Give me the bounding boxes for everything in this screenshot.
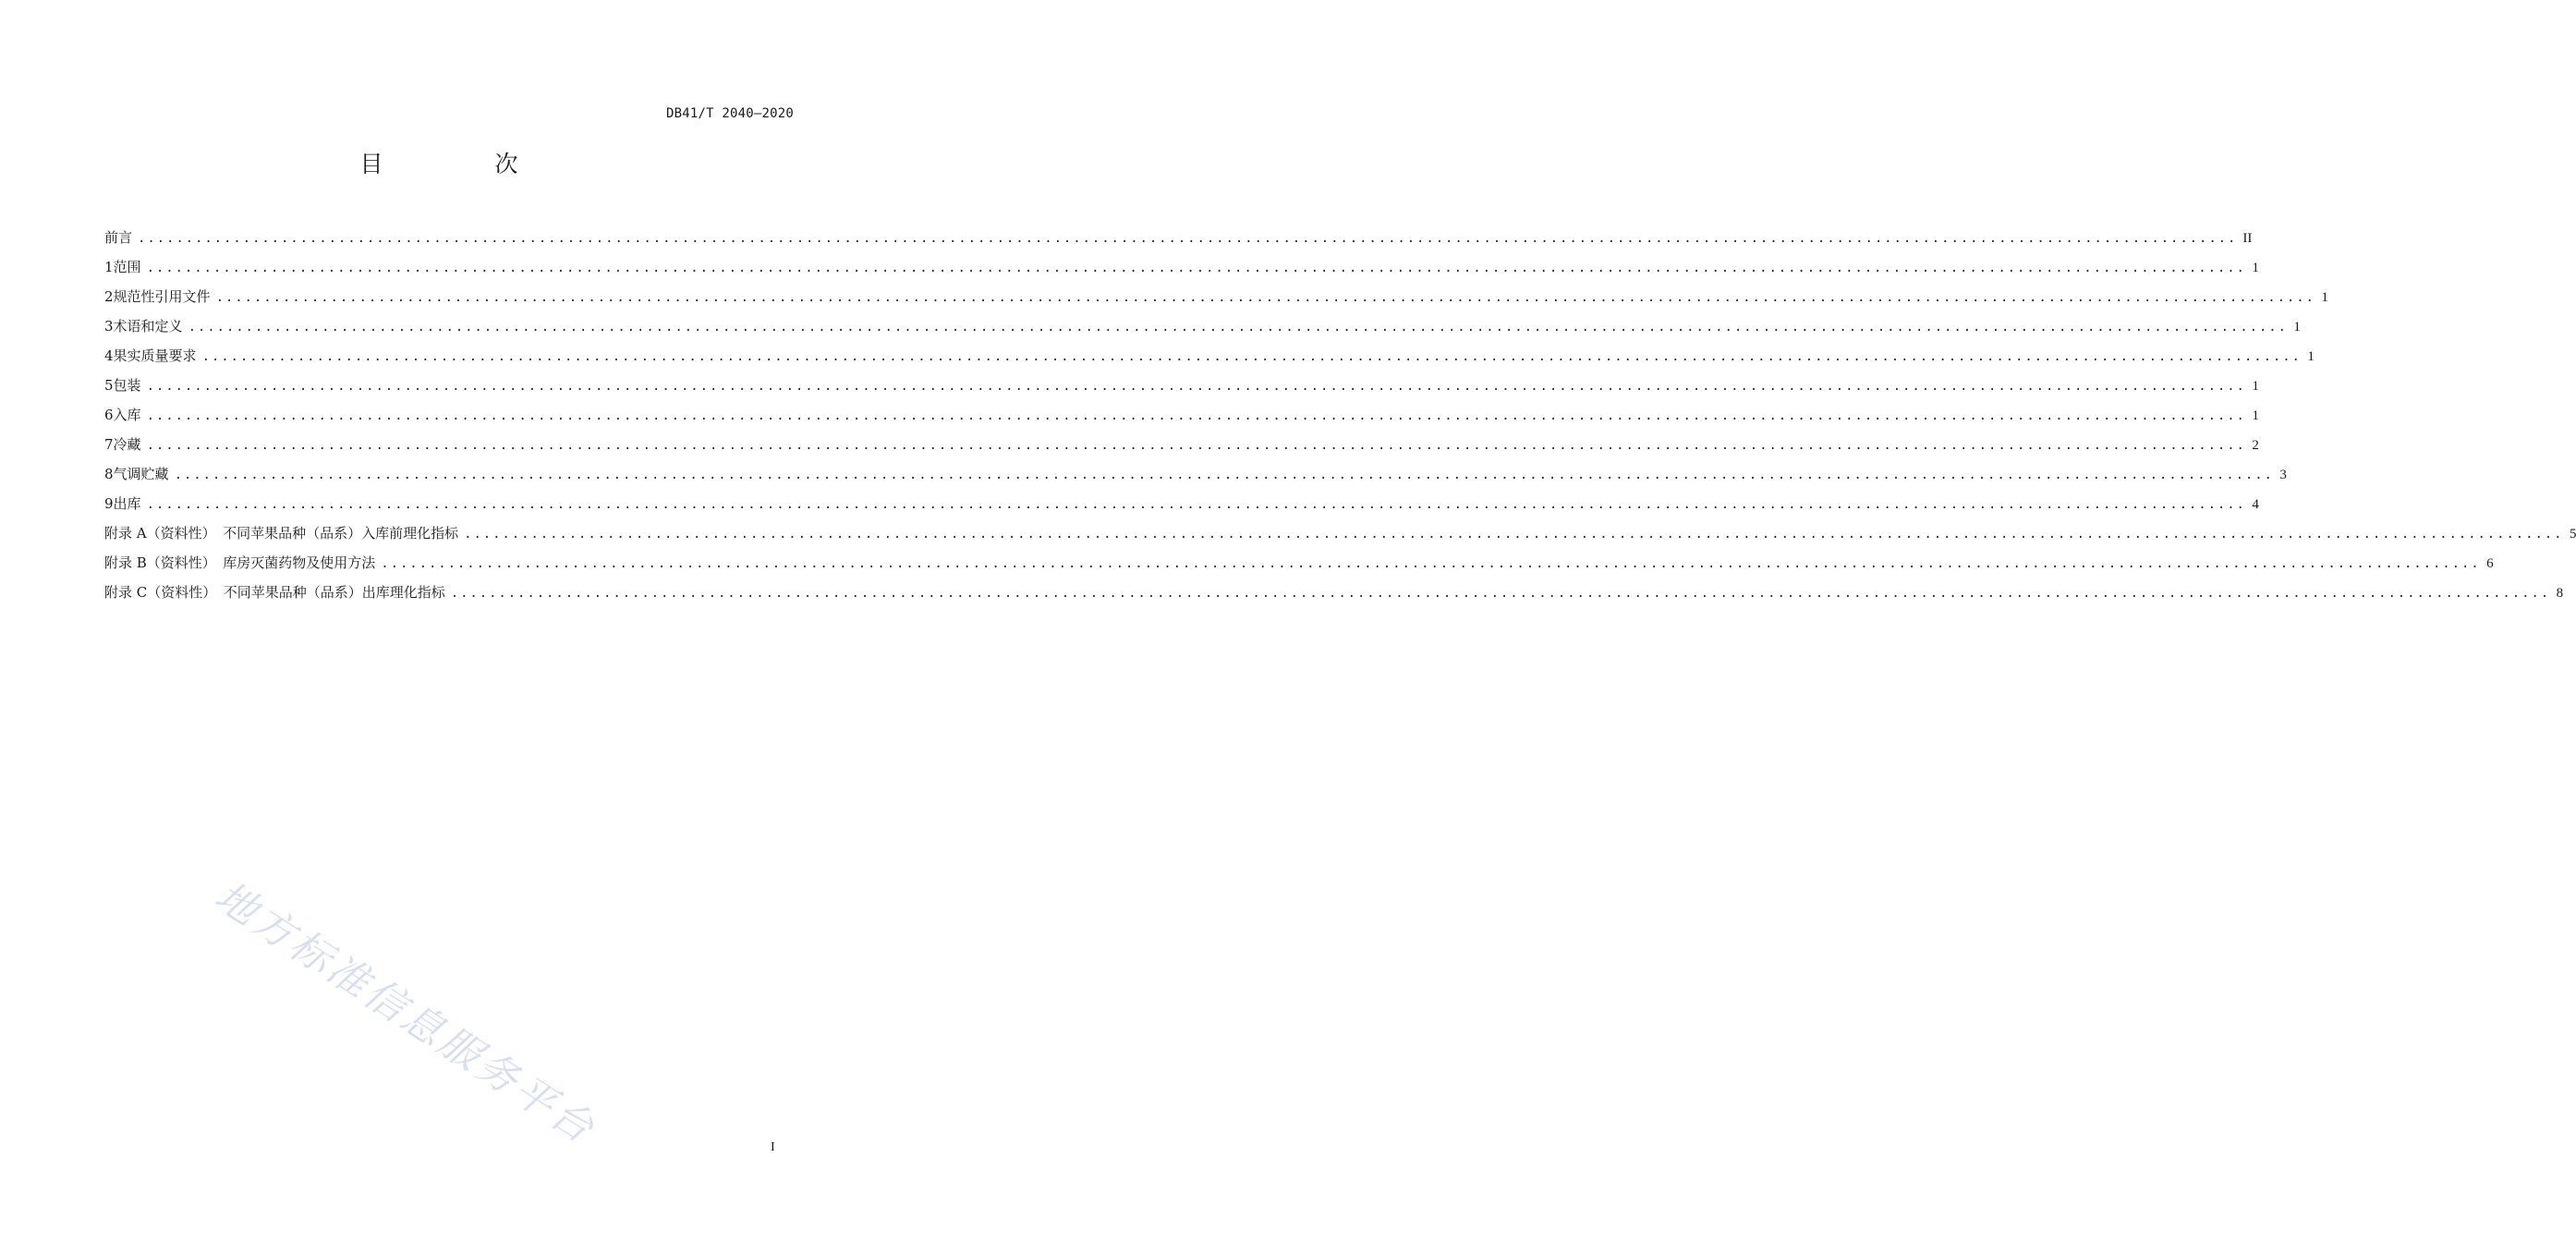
toc-entry-number: 3 bbox=[104, 318, 114, 335]
toc-entry-number: 1 bbox=[104, 259, 114, 275]
toc-entry-number: 9 bbox=[104, 495, 114, 512]
toc-entry[interactable] bbox=[104, 550, 2494, 579]
toc-entry[interactable] bbox=[104, 343, 2315, 372]
toc-entry-label: 附录 B（资料性） 库房灭菌药物及使用方法 bbox=[104, 554, 376, 571]
toc-entry-label: 包装 bbox=[113, 377, 141, 394]
toc-leader-dots: ............................................................................................................................................................................................................................ bbox=[146, 261, 2246, 275]
toc-entry-label: 规范性引用文件 bbox=[113, 288, 211, 305]
toc-entry[interactable] bbox=[104, 491, 2259, 520]
toc-entry-page: II bbox=[2242, 231, 2253, 246]
toc-entry-page: 1 bbox=[2293, 320, 2301, 335]
toc-entry-label: 术语和定义 bbox=[113, 318, 183, 335]
toc-entry-label: 前言 bbox=[104, 229, 133, 246]
toc-entry-page: 6 bbox=[2486, 556, 2494, 571]
toc-leader-dots: ............................................................................................................................................................................................................................ bbox=[146, 497, 2246, 512]
toc-entry-page: 2 bbox=[2252, 438, 2259, 453]
toc-entry-label: 附录 C（资料性） 不同苹果品种（品系）出库理化指标 bbox=[104, 584, 445, 601]
toc-entry-number: 8 bbox=[104, 466, 114, 482]
page-number: I bbox=[771, 1140, 775, 1154]
toc-leader-dots: ............................................................................................................................................................................................................................ bbox=[146, 408, 2246, 423]
toc-entry[interactable] bbox=[104, 461, 2287, 491]
toc-entry[interactable] bbox=[104, 225, 2253, 254]
toc-entry-page: 4 bbox=[2252, 497, 2259, 512]
toc-entry-label: 出库 bbox=[113, 495, 141, 512]
toc-entry-number: 7 bbox=[104, 436, 114, 453]
toc-entry[interactable] bbox=[104, 313, 2301, 343]
toc-leader-dots: ............................................................................................................................................................................................................................ bbox=[138, 231, 2238, 246]
toc-entry-page: 3 bbox=[2279, 468, 2287, 482]
toc-entry[interactable] bbox=[104, 372, 2259, 402]
toc-leader-dots: ............................................................................................................................................................................................................................ bbox=[381, 556, 2481, 571]
toc-leader-dots: ............................................................................................................................................................................................................................ bbox=[174, 468, 2274, 482]
standard-code: DB41/T 2040—2020 bbox=[665, 106, 794, 121]
toc-entry-label: 范围 bbox=[113, 259, 141, 275]
toc-entry-label: 入库 bbox=[113, 407, 141, 423]
toc-entry-label: 果实质量要求 bbox=[113, 347, 197, 364]
toc-leader-dots: ............................................................................................................................................................................................................................ bbox=[215, 290, 2315, 305]
toc-entry[interactable] bbox=[104, 432, 2259, 461]
toc-entry[interactable] bbox=[104, 402, 2259, 432]
table-of-contents bbox=[104, 225, 2576, 609]
toc-entry-page: 1 bbox=[2252, 379, 2259, 394]
toc-entry-number: 2 bbox=[104, 288, 114, 305]
toc-entry[interactable] bbox=[104, 254, 2259, 284]
toc-entry-page: 1 bbox=[2307, 349, 2315, 364]
toc-leader-dots: ............................................................................................................................................................................................................................ bbox=[450, 586, 2551, 601]
toc-entry-number: 5 bbox=[104, 377, 114, 394]
toc-leader-dots: ............................................................................................................................................................................................................................ bbox=[146, 438, 2246, 453]
toc-entry[interactable] bbox=[104, 520, 2576, 550]
page-title: 目 次 bbox=[359, 151, 563, 177]
watermark: 地方标准信息服务平台 bbox=[206, 872, 604, 1154]
toc-entry-page: 5 bbox=[2569, 527, 2576, 542]
toc-entry-label: 冷藏 bbox=[113, 436, 141, 453]
toc-entry-number: 6 bbox=[104, 407, 114, 423]
toc-entry[interactable] bbox=[104, 284, 2328, 313]
toc-entry[interactable] bbox=[104, 579, 2564, 609]
toc-entry-label: 气调贮藏 bbox=[113, 466, 169, 482]
toc-leader-dots: ............................................................................................................................................................................................................................ bbox=[188, 320, 2288, 335]
toc-entry-label: 附录 A（资料性） 不同苹果品种（品系）入库前理化指标 bbox=[104, 525, 459, 542]
toc-entry-page: 1 bbox=[2252, 261, 2259, 275]
toc-entry-page: 1 bbox=[2321, 290, 2328, 305]
toc-leader-dots: ............................................................................................................................................................................................................................ bbox=[464, 527, 2564, 542]
toc-leader-dots: ............................................................................................................................................................................................................................ bbox=[201, 349, 2302, 364]
toc-entry-page: 8 bbox=[2556, 586, 2564, 601]
toc-entry-number: 4 bbox=[104, 347, 114, 364]
toc-leader-dots: ............................................................................................................................................................................................................................ bbox=[146, 379, 2246, 394]
toc-entry-page: 1 bbox=[2252, 408, 2259, 423]
